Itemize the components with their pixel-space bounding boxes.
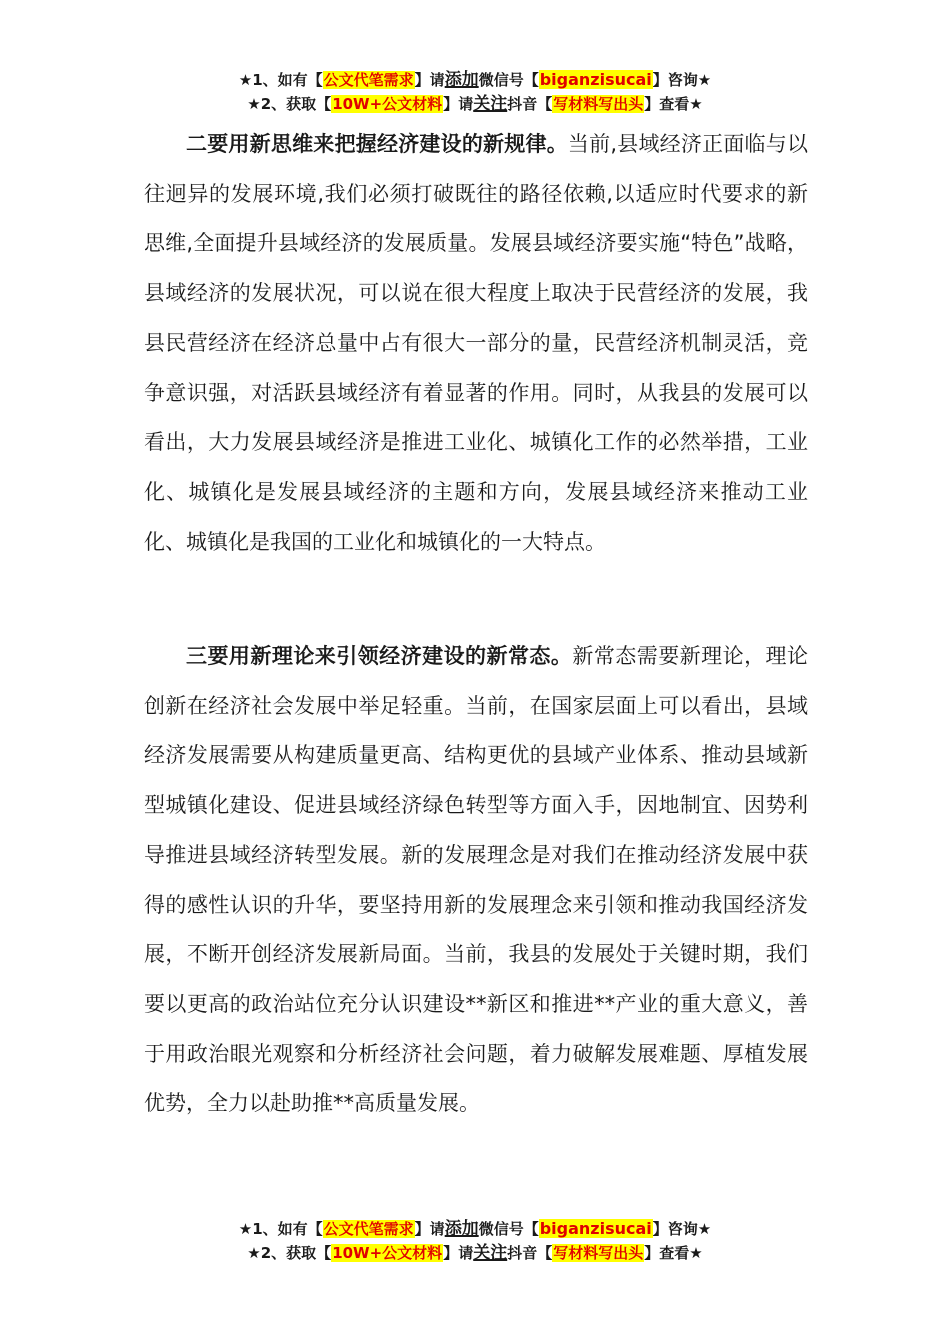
paragraph-2 xyxy=(144,632,808,1129)
banner-line-2 xyxy=(0,92,950,116)
star-icon: ★ xyxy=(247,95,261,113)
highlight-service: 公文代笔需求 xyxy=(323,71,414,89)
highlight-douyin: 写材料写出头 xyxy=(553,1244,644,1262)
underline-follow: 关注 xyxy=(473,1243,508,1263)
star-icon: ★ xyxy=(697,1220,712,1238)
banner-text: 】请 xyxy=(414,1220,445,1238)
underline-add: 添加 xyxy=(444,1219,479,1239)
banner-text: 1、如有【 xyxy=(252,71,323,89)
highlight-materials: 10W+公文材料 xyxy=(332,1244,443,1262)
banner-line-2 xyxy=(0,1241,950,1265)
banner-line-1 xyxy=(0,1217,950,1241)
highlight-service: 公文代笔需求 xyxy=(323,1220,414,1238)
banner-text: 】咨询 xyxy=(652,71,698,89)
paragraph-body: 当前,县域经济正面临与以往迥异的发展环境,我们必须打破既往的路径依赖,以适应时代要求的新思维,全面提升县域经济的发展质量。发展县域经济要实施“特色”战略，县域经济的发展状况，可以说在很大程度上取决于民营经济的发展，我县民营经济在经济总量中占有很大一部分的量，民营经济机制灵活，竞争意识强，对活跃县域经济有着显著的作用。同时，从我县的发展可以看出，大力发展县域经济是推进工业化、城镇化工作的必然举措，工业化、城镇化是发展县域经济的主题和方向，发展县域经济来推动工业化、城镇化是我国的工业化和城镇化的一大特点。 xyxy=(144,132,808,554)
banner-text: 抖音【 xyxy=(507,95,553,113)
footer-banner xyxy=(0,1217,950,1265)
star-icon: ★ xyxy=(238,71,253,89)
paragraph-1 xyxy=(144,120,808,567)
banner-text: 】请 xyxy=(443,95,474,113)
underline-add: 添加 xyxy=(444,70,479,90)
header-banner xyxy=(0,68,950,116)
star-icon: ★ xyxy=(247,1244,261,1262)
highlight-wechat-id: biganzisucai xyxy=(539,70,652,89)
banner-line-1 xyxy=(0,68,950,92)
paragraph-lead: 三要用新理论来引领经济建设的新常态。 xyxy=(186,644,573,668)
star-icon: ★ xyxy=(689,1244,703,1262)
highlight-wechat-id: biganzisucai xyxy=(539,1219,652,1238)
banner-text: 微信号【 xyxy=(478,1220,539,1238)
banner-text: 抖音【 xyxy=(507,1244,553,1262)
banner-text: 】查看 xyxy=(644,1244,690,1262)
highlight-materials: 10W+公文材料 xyxy=(332,95,443,113)
star-icon: ★ xyxy=(697,71,712,89)
banner-text: 】请 xyxy=(414,71,445,89)
star-icon: ★ xyxy=(238,1220,253,1238)
banner-text: 1、如有【 xyxy=(252,1220,323,1238)
paragraph-text xyxy=(144,120,808,567)
paragraph-lead: 二要用新思维来把握经济建设的新规律。 xyxy=(186,132,568,156)
banner-text: 】请 xyxy=(443,1244,474,1262)
banner-text: 2、获取【 xyxy=(260,1244,332,1262)
highlight-douyin: 写材料写出头 xyxy=(553,95,644,113)
banner-text: 】咨询 xyxy=(652,1220,698,1238)
banner-text: 2、获取【 xyxy=(260,95,332,113)
star-icon: ★ xyxy=(689,95,703,113)
underline-follow: 关注 xyxy=(473,94,508,114)
banner-text: 】查看 xyxy=(644,95,690,113)
paragraph-body: 新常态需要新理论，理论创新在经济社会发展中举足轻重。当前，在国家层面上可以看出，县域经济发展需要从构建质量更高、结构更优的县域产业体系、推动县域新型城镇化建设、促进县域经济绿色转型等方面入手，因地制宜、因势利导推进县域经济转型发展。新的发展理念是对我们在推动经济发展中获得的感性认识的升华，要坚持用新的发展理念来引领和推动我国经济发展，不断开创经济发展新局面。当前，我县的发展处于关键时期，我们要以更高的政治站位充分认识建设**新区和推进**产业的重大意义，善于用政治眼光观察和分析经济社会问题，着力破解发展难题、厚植发展优势，全力以赴助推**高质量发展。 xyxy=(144,644,809,1116)
banner-text: 微信号【 xyxy=(478,71,539,89)
paragraph-text xyxy=(144,632,808,1129)
